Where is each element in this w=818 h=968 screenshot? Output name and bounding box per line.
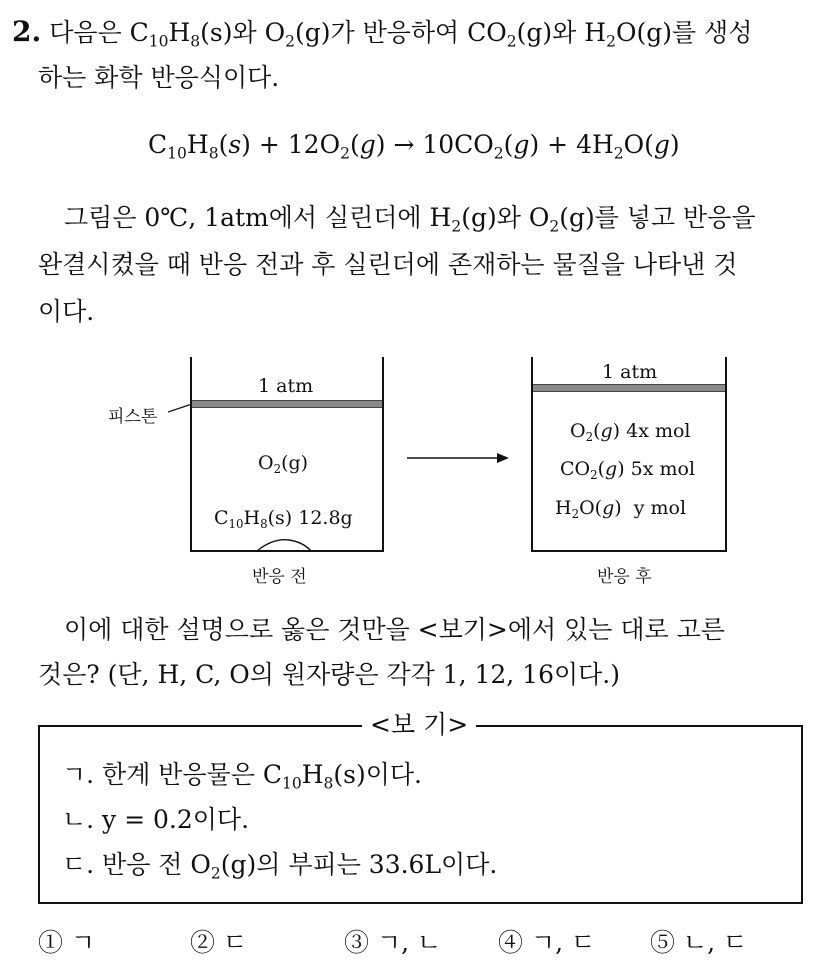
intro-product2: (g)를 생성 bbox=[636, 18, 753, 47]
solid-mound bbox=[255, 536, 315, 552]
para3-line2: 것은? (단, H, C, O의 원자량은 각각 1, 12, 16이다.) bbox=[38, 660, 620, 689]
after-h2o-amount: y mol bbox=[633, 497, 687, 519]
chemical-equation: $C_{10}H_8(s) + 12O_2(g) \to 10CO_2(g) + 4H_2O(g)$ bbox=[148, 130, 680, 163]
coef-h2o: 4 bbox=[576, 130, 592, 159]
reaction-arrow-icon bbox=[405, 450, 515, 466]
para2-line1: 그림은 0℃, 1atm에서 실린더에 $H_2(g)$와 $O_2(g)$를 넣고 반응을 bbox=[64, 203, 756, 236]
para2-line1-text: 그림은 0℃, 1atm에서 실린더에 bbox=[64, 203, 422, 232]
bogi-item-2: ㄴ. y = 0.2이다. bbox=[62, 805, 250, 834]
equation-plus-1: + bbox=[258, 130, 280, 159]
pressure-before: 1 atm bbox=[258, 375, 314, 397]
choice-1[interactable]: ① ㄱ bbox=[38, 928, 96, 957]
intro-prefix: 다음은 bbox=[49, 18, 122, 47]
caption-after: 반응 후 bbox=[597, 567, 652, 587]
coef-o2: 12 bbox=[287, 130, 320, 159]
intro-reactant1: (s)와 bbox=[200, 18, 257, 47]
intro-line2: 하는 화학 반응식이다. bbox=[38, 63, 280, 92]
after-o2-amount: 4x mol bbox=[626, 420, 691, 442]
intro-reactant2: (g)가 반응하여 bbox=[294, 18, 460, 47]
bogi-item-1-prefix: ㄱ. 한계 반응물은 bbox=[62, 760, 255, 789]
reaction-arrow: → bbox=[393, 130, 415, 159]
bogi-item-1: ㄱ. 한계 반응물은 $C_{10}H_8(s)$이다. bbox=[62, 760, 422, 793]
para2-line1-mid: (g)와 bbox=[461, 203, 521, 232]
choice-2[interactable]: ② ㄷ bbox=[190, 928, 248, 957]
after-co2: $CO_2(g)$ 5x mol bbox=[560, 458, 696, 483]
bogi-item-3: ㄷ. 반응 전 $O_2(g)$의 부피는 33.6L이다. bbox=[62, 850, 498, 883]
para2-line1-end: (g)를 넣고 반응을 bbox=[559, 203, 756, 232]
intro-product1: (g)와 bbox=[516, 18, 577, 47]
question-intro-line1: 2. 다음은 $C_{10}H_8(s)$와 $O_2(g)$가 반응하여 $CO_2(g)$와 $H_2O(g)$를 생성 bbox=[12, 15, 753, 51]
after-co2-amount: 5x mol bbox=[630, 458, 696, 480]
piston-after bbox=[533, 384, 725, 392]
after-o2: $O_2(g)$ 4x mol bbox=[570, 420, 691, 445]
gas-before: $O_2(g)$ bbox=[258, 452, 309, 477]
piston-pointer-line bbox=[168, 400, 194, 414]
choice-3[interactable]: ③ ㄱ, ㄴ bbox=[344, 928, 442, 957]
pressure-after: 1 atm bbox=[602, 361, 658, 383]
para3-line1: 이에 대한 설명으로 옳은 것만을 <보기>에서 있는 대로 고른 bbox=[64, 615, 725, 644]
equation-plus-2: + bbox=[547, 130, 569, 159]
bogi-item-3-prefix: ㄷ. 반응 전 bbox=[62, 850, 183, 879]
para2-line2: 완결시켰을 때 반응 전과 후 실린더에 존재하는 물질을 나타낸 것 bbox=[38, 250, 738, 279]
choice-5[interactable]: ⑤ ㄴ, ㄷ bbox=[650, 928, 748, 957]
bogi-item-1-suffix: (s)이다. bbox=[333, 760, 422, 789]
after-h2o: $H_2O(g)$ y mol bbox=[555, 497, 687, 522]
gas-before-text: (g) bbox=[281, 452, 309, 474]
coef-co2: 10 bbox=[422, 130, 455, 159]
piston-before bbox=[192, 400, 382, 408]
choice-4[interactable]: ④ ㄱ, ㄷ bbox=[498, 928, 596, 957]
solid-mass-text: (s) 12.8g bbox=[267, 507, 353, 529]
para2-line3: 이다. bbox=[38, 297, 95, 326]
bogi-item-3-suffix: (g)의 부피는 33.6L이다. bbox=[220, 850, 498, 879]
caption-before: 반응 전 bbox=[252, 567, 307, 587]
question-number: 2. bbox=[12, 15, 42, 48]
solid-before: $C_{10}H_8(s)$ 12.8g bbox=[214, 507, 353, 532]
bogi-title: <보 기> bbox=[362, 710, 476, 740]
piston-label: 피스톤 bbox=[108, 407, 158, 427]
